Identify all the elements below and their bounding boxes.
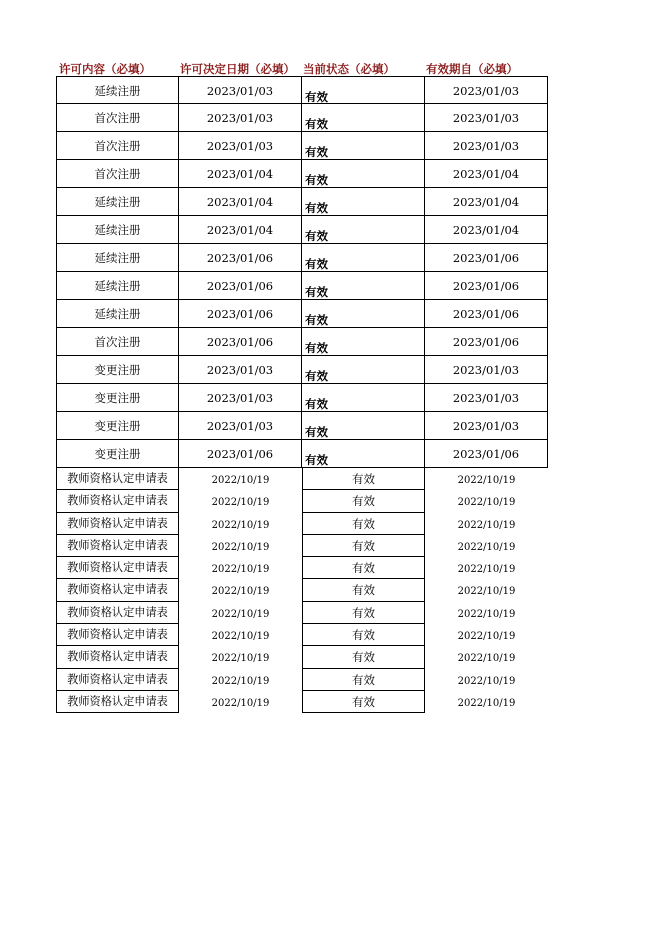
cell-valid-from[interactable]: 2023/01/04 <box>425 216 548 244</box>
header-valid-from: 有效期自（必填） <box>426 62 518 76</box>
cell-decision-date[interactable]: 2023/01/03 <box>179 104 302 132</box>
table-row <box>56 602 548 624</box>
cell-license-content[interactable]: 教师资格认定申请表 <box>56 557 179 579</box>
cell-decision-date[interactable]: 2022/10/19 <box>211 653 270 665</box>
cell-decision-date[interactable]: 2023/01/06 <box>179 244 302 272</box>
cell-current-status[interactable]: 有效 <box>302 160 425 188</box>
table-row <box>56 669 548 691</box>
cell-decision-date[interactable]: 2022/10/19 <box>211 497 270 509</box>
table-row <box>56 160 548 188</box>
cell-current-status[interactable]: 有效 <box>302 624 425 646</box>
cell-current-status[interactable]: 有效 <box>302 216 425 244</box>
table-row <box>56 557 548 579</box>
cell-valid-from[interactable]: 2022/10/19 <box>457 697 516 709</box>
cell-license-content[interactable]: 教师资格认定申请表 <box>56 624 179 646</box>
cell-decision-date[interactable]: 2023/01/03 <box>179 132 302 160</box>
table-row <box>56 412 548 440</box>
table-row <box>56 490 548 512</box>
cell-decision-date[interactable]: 2022/10/19 <box>211 631 270 643</box>
cell-decision-date[interactable]: 2022/10/19 <box>211 519 270 531</box>
cell-current-status[interactable]: 有效 <box>302 412 425 440</box>
cell-decision-date[interactable]: 2023/01/03 <box>179 76 302 104</box>
teacher-qualification-table <box>56 468 548 713</box>
cell-valid-from[interactable]: 2022/10/19 <box>457 564 516 576</box>
cell-current-status[interactable]: 有效 <box>302 490 425 512</box>
table-row <box>56 300 548 328</box>
cell-decision-date[interactable]: 2023/01/06 <box>179 300 302 328</box>
cell-current-status[interactable]: 有效 <box>302 468 425 490</box>
cell-valid-from[interactable]: 2022/10/19 <box>457 653 516 665</box>
cell-license-content[interactable]: 教师资格认定申请表 <box>56 579 179 601</box>
cell-license-content[interactable]: 教师资格认定申请表 <box>56 669 179 691</box>
cell-decision-date[interactable]: 2023/01/04 <box>179 160 302 188</box>
cell-decision-date[interactable]: 2023/01/06 <box>179 328 302 356</box>
cell-decision-date[interactable]: 2023/01/04 <box>179 216 302 244</box>
cell-decision-date[interactable]: 2023/01/03 <box>179 384 302 412</box>
cell-license-content[interactable]: 首次注册 <box>56 328 179 356</box>
cell-decision-date[interactable]: 2022/10/19 <box>211 541 270 553</box>
cell-current-status[interactable]: 有效 <box>302 76 425 104</box>
header-license-content: 许可内容（必填） <box>59 62 151 76</box>
table-row <box>56 440 548 468</box>
cell-license-content[interactable]: 变更注册 <box>56 440 179 468</box>
cell-current-status[interactable]: 有效 <box>302 328 425 356</box>
cell-decision-date[interactable]: 2023/01/03 <box>179 412 302 440</box>
cell-current-status[interactable]: 有效 <box>302 602 425 624</box>
table-header <box>56 62 556 76</box>
cell-valid-from[interactable]: 2023/01/03 <box>425 356 548 384</box>
cell-license-content[interactable]: 延续注册 <box>56 216 179 244</box>
cell-valid-from[interactable]: 2023/01/03 <box>425 104 548 132</box>
cell-license-content[interactable]: 延续注册 <box>56 272 179 300</box>
cell-valid-from[interactable]: 2022/10/19 <box>457 541 516 553</box>
cell-valid-from[interactable]: 2022/10/19 <box>457 631 516 643</box>
cell-license-content[interactable]: 首次注册 <box>56 104 179 132</box>
cell-current-status[interactable]: 有效 <box>302 244 425 272</box>
cell-valid-from[interactable]: 2023/01/04 <box>425 188 548 216</box>
cell-license-content[interactable]: 变更注册 <box>56 356 179 384</box>
table-row <box>56 579 548 601</box>
cell-current-status[interactable]: 有效 <box>302 557 425 579</box>
cell-current-status[interactable]: 有效 <box>302 104 425 132</box>
cell-current-status[interactable]: 有效 <box>302 669 425 691</box>
table-row <box>56 216 548 244</box>
cell-decision-date[interactable]: 2023/01/06 <box>179 440 302 468</box>
registration-table <box>56 76 548 468</box>
table-row <box>56 132 548 160</box>
table-row <box>56 104 548 132</box>
cell-decision-date[interactable]: 2023/01/06 <box>179 272 302 300</box>
cell-current-status[interactable]: 有效 <box>302 300 425 328</box>
cell-decision-date[interactable]: 2022/10/19 <box>211 697 270 709</box>
cell-valid-from[interactable]: 2023/01/06 <box>425 300 548 328</box>
cell-license-content[interactable]: 延续注册 <box>56 76 179 104</box>
cell-license-content[interactable]: 教师资格认定申请表 <box>56 513 179 535</box>
cell-current-status[interactable]: 有效 <box>302 646 425 668</box>
cell-current-status[interactable]: 有效 <box>302 535 425 557</box>
cell-valid-from[interactable]: 2023/01/06 <box>425 440 548 468</box>
cell-current-status[interactable]: 有效 <box>302 132 425 160</box>
cell-license-content[interactable]: 教师资格认定申请表 <box>56 468 179 490</box>
cell-license-content[interactable]: 延续注册 <box>56 244 179 272</box>
cell-current-status[interactable]: 有效 <box>302 691 425 713</box>
cell-license-content[interactable]: 首次注册 <box>56 160 179 188</box>
cell-valid-from[interactable]: 2023/01/03 <box>425 76 548 104</box>
cell-decision-date[interactable]: 2022/10/19 <box>211 586 270 598</box>
table-row <box>56 468 548 490</box>
table-row <box>56 328 548 356</box>
cell-license-content[interactable]: 延续注册 <box>56 188 179 216</box>
cell-valid-from[interactable]: 2022/10/19 <box>457 497 516 509</box>
cell-current-status[interactable]: 有效 <box>302 513 425 535</box>
cell-license-content[interactable]: 教师资格认定申请表 <box>56 602 179 624</box>
cell-decision-date[interactable]: 2022/10/19 <box>211 608 270 620</box>
table-row <box>56 646 548 668</box>
cell-license-content[interactable]: 教师资格认定申请表 <box>56 691 179 713</box>
table-row <box>56 76 548 104</box>
cell-license-content[interactable]: 教师资格认定申请表 <box>56 490 179 512</box>
cell-license-content[interactable]: 延续注册 <box>56 300 179 328</box>
cell-license-content[interactable]: 首次注册 <box>56 132 179 160</box>
cell-license-content[interactable]: 变更注册 <box>56 384 179 412</box>
cell-decision-date[interactable]: 2023/01/03 <box>179 356 302 384</box>
cell-current-status[interactable]: 有效 <box>302 384 425 412</box>
cell-decision-date[interactable]: 2022/10/19 <box>211 475 270 486</box>
table-row <box>56 384 548 412</box>
cell-valid-from[interactable]: 2022/10/19 <box>457 519 516 531</box>
cell-license-content[interactable]: 教师资格认定申请表 <box>56 646 179 668</box>
header-current-status: 当前状态（必填） <box>303 62 395 76</box>
cell-license-content[interactable]: 变更注册 <box>56 412 179 440</box>
header-decision-date: 许可决定日期（必填） <box>180 62 295 76</box>
cell-valid-from[interactable]: 2022/10/19 <box>457 675 516 687</box>
table-row <box>56 188 548 216</box>
table-row <box>56 244 548 272</box>
cell-valid-from[interactable]: 2023/01/03 <box>425 412 548 440</box>
cell-valid-from[interactable]: 2023/01/03 <box>425 384 548 412</box>
cell-valid-from[interactable]: 2023/01/06 <box>425 244 548 272</box>
table-row <box>56 691 548 713</box>
table-row <box>56 535 548 557</box>
cell-valid-from[interactable]: 2022/10/19 <box>457 586 516 598</box>
cell-valid-from[interactable]: 2023/01/06 <box>425 328 548 356</box>
cell-current-status[interactable]: 有效 <box>302 356 425 384</box>
cell-valid-from[interactable]: 2023/01/06 <box>425 272 548 300</box>
cell-current-status[interactable]: 有效 <box>302 579 425 601</box>
cell-valid-from[interactable]: 2022/10/19 <box>457 475 516 486</box>
cell-decision-date[interactable]: 2023/01/04 <box>179 188 302 216</box>
cell-current-status[interactable]: 有效 <box>302 440 425 468</box>
table-row <box>56 624 548 646</box>
table-row <box>56 513 548 535</box>
table-row <box>56 356 548 384</box>
cell-valid-from[interactable]: 2023/01/03 <box>425 132 548 160</box>
cell-decision-date[interactable]: 2022/10/19 <box>211 675 270 687</box>
cell-current-status[interactable]: 有效 <box>302 188 425 216</box>
cell-decision-date[interactable]: 2022/10/19 <box>211 564 270 576</box>
table-row <box>56 272 548 300</box>
cell-valid-from[interactable]: 2023/01/04 <box>425 160 548 188</box>
cell-valid-from[interactable]: 2022/10/19 <box>457 608 516 620</box>
cell-license-content[interactable]: 教师资格认定申请表 <box>56 535 179 557</box>
cell-current-status[interactable]: 有效 <box>302 272 425 300</box>
